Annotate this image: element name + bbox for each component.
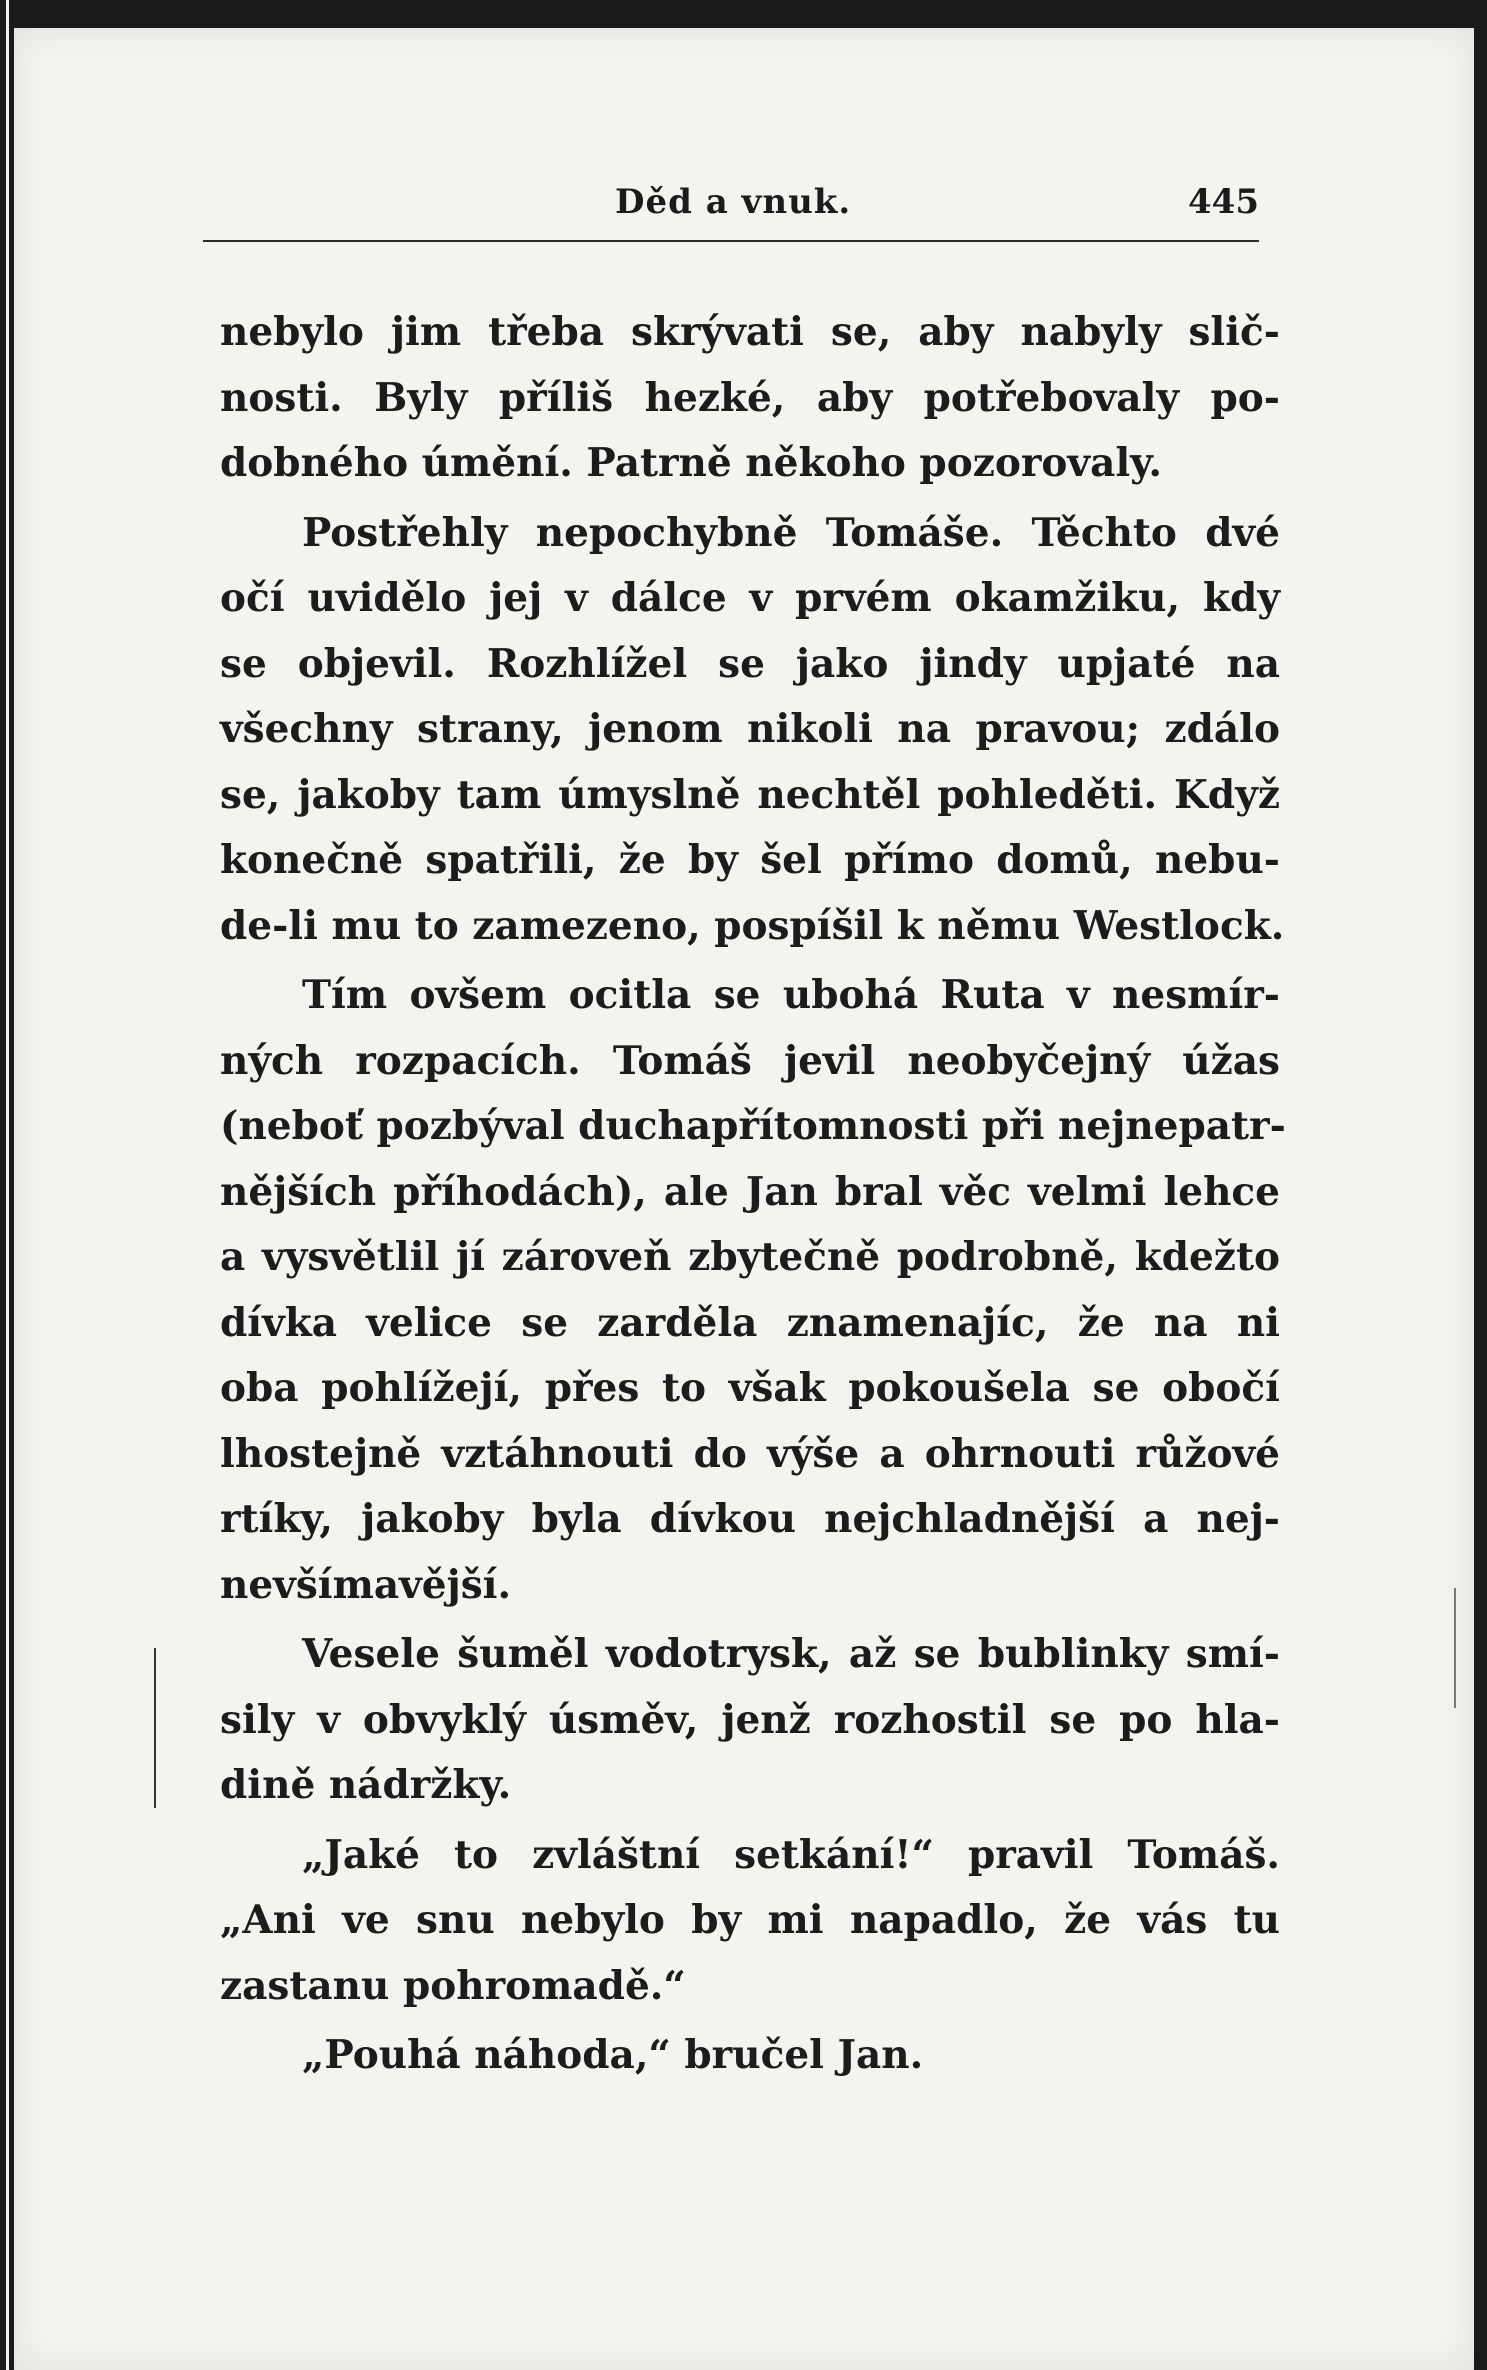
text-line: a vysvětlil jí zároveň zbytečně podrobně, kdežto: [220, 1234, 1280, 1280]
text-line: „Pouhá náhoda,“ bručel Jan.: [302, 2032, 924, 2078]
text-line: se, jakoby tam úmyslně nechtěl pohleděti. Když: [220, 771, 1280, 818]
text-line: Postřehly nepochybně Tomáše. Těchto dvé: [302, 509, 1280, 556]
page-number: 445: [1188, 182, 1259, 222]
scan-artifact: [1454, 1588, 1456, 1708]
text-line: nosti. Byly příliš hezké, aby potřebovaly po-: [220, 374, 1280, 421]
text-line: dívka velice se zarděla znamenajíc, že na ni: [220, 1299, 1280, 1346]
paragraph: [220, 1823, 1280, 2020]
text-line: rtíky, jakoby byla dívkou nejchladnější a nej-: [220, 1496, 1280, 1542]
text-line: (neboť pozbýval duchapřítomnosti při nejnepatr-: [220, 1103, 1286, 1149]
paragraph: [220, 1622, 1280, 1819]
text-line: nebylo jim třeba skrývati se, aby nabyly slič-: [220, 309, 1280, 355]
scan-artifact: [154, 1648, 156, 1808]
text-line: Vesele šuměl vodotrysk, až se bublinky smí-: [302, 1631, 1280, 1677]
text-line: Tím ovšem ocitla se ubohá Ruta v nesmír-: [302, 972, 1280, 1018]
text-line: oba pohlížejí, přes to však pokoušela se obočí: [220, 1365, 1280, 1411]
text-line: „Jaké to zvláštní setkání!“ pravil Tomáš.: [302, 1831, 1280, 1878]
header-rule: [203, 240, 1259, 242]
paragraph: [220, 2023, 1280, 2089]
text-line: dině nádržky.: [220, 1762, 512, 1808]
page-edge: [6, 0, 9, 2370]
text-line: nevšímavější.: [220, 1561, 512, 1608]
text-line: „Ani ve snu nebylo by mi napadlo, že vás tu: [220, 1897, 1280, 1943]
text-line: všechny strany, jenom nikoli na pravou; zdálo: [220, 706, 1280, 752]
text-line: zastanu pohromadě.“: [220, 1962, 686, 2009]
text-line: konečně spatřili, že by šel přímo domů, nebu-: [220, 837, 1280, 883]
paragraph: [220, 963, 1286, 1618]
running-title: Děd a vnuk.: [615, 182, 852, 222]
text-line: de-li mu to zamezeno, pospíšil k němu Westlock.: [220, 902, 1285, 949]
text-line: lhostejně vztáhnouti do výše a ohrnouti růžové: [220, 1430, 1280, 1477]
text-line: nějších příhodách), ale Jan bral věc velmi lehce: [220, 1168, 1280, 1215]
paragraph: [220, 501, 1285, 960]
text-line: dobného úmění. Patrně někoho pozorovaly.: [220, 440, 1162, 486]
text-line: se objevil. Rozhlížel se jako jindy upjaté na: [220, 640, 1280, 687]
body-text: [220, 300, 1286, 2093]
text-line: ných rozpacích. Tomáš jevil neobyčejný úžas: [220, 1037, 1280, 1084]
text-line: sily v obvyklý úsměv, jenž rozhostil se po hla-: [220, 1696, 1280, 1743]
running-header: [203, 170, 1259, 240]
text-line: očí uvidělo jej v dálce v prvém okamžiku, kdy: [220, 575, 1280, 621]
paragraph: [220, 300, 1280, 497]
